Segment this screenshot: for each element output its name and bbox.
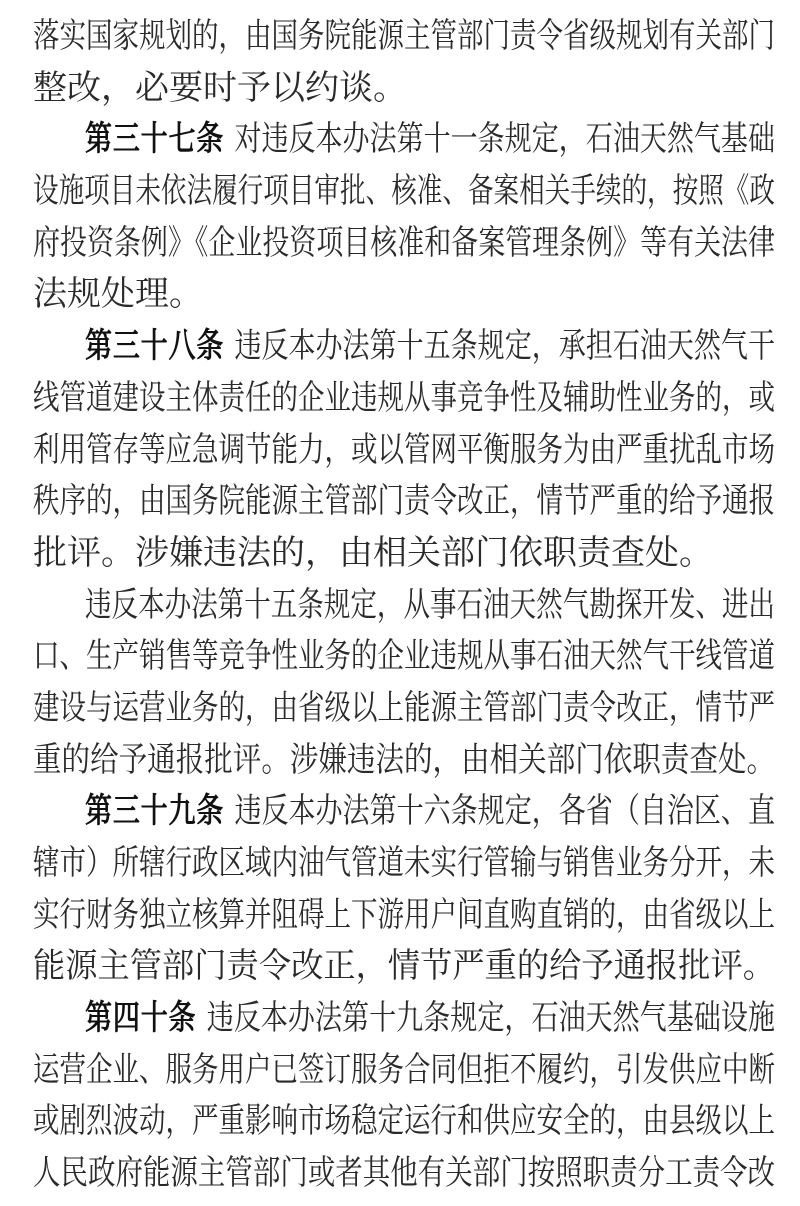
line-text: 第三十七条 对违反本办法第十一条规定，石油天然气基础 [85,120,775,159]
article-number: 第三十七条 [85,120,225,159]
article-number: 第四十条 [85,999,197,1038]
text-line-17 [33,838,775,890]
text-line-13 [33,631,775,683]
text-line-3 [33,114,775,166]
text-line-11 [33,528,775,580]
text-line-15 [33,735,775,787]
line-text: 第三十八条 违反本办法第十五条规定，承担石油天然气干 [85,327,775,366]
text-line-12 [33,580,775,632]
line-text: 建设与运营业务的，由省级以上能源主管部门责令改正，情节严 [33,689,775,727]
text-line-20 [33,993,775,1045]
line-text: 实行财务独立核算并阻碍上下游用户间直购直销的，由省级以上 [33,896,775,934]
line-text: 能源主管部门责令改正，情节严重的给予通报批评。 [33,948,775,986]
text-line-2 [33,63,775,115]
text-line-19 [33,941,775,993]
line-text: 落实国家规划的，由国务院能源主管部门责令省级规划有关部门 [33,18,775,55]
line-text: 府投资条例》《企业投资项目核准和备案管理条例》等有关法律 [33,224,776,262]
text-line-10 [33,476,775,528]
text-line-18 [33,890,775,942]
text-line-16 [33,786,775,838]
text-line-6 [33,269,775,321]
line-text: 人民政府能源主管部门或者其他有关部门按照职责分工责令改 [33,1155,776,1193]
text-line-4 [33,166,775,218]
text-line-23 [33,1148,775,1200]
line-text: 批评。涉嫌违法的，由相关部门依职责查处。 [33,534,713,572]
line-text: 违反本办法第十五条规定，从事石油天然气勘探开发、进出 [85,586,775,624]
line-text: 口、生产销售等竞争性业务的企业违规从事石油天然气干线管道 [33,638,775,676]
text-line-14 [33,683,775,735]
text-line-1 [33,11,775,63]
text-line-22 [33,1096,775,1148]
line-text: 线管道建设主体责任的企业违规从事竞争性及辅助性业务的，或 [33,379,775,417]
text-line-5 [33,218,775,270]
line-text: 利用管存等应急调节能力，或以管网平衡服务为由严重扰乱市场 [33,431,775,469]
line-text: 第三十九条 违反本办法第十六条规定，各省（自治区、直 [85,792,775,831]
line-text: 秩序的，由国务院能源主管部门责令改正，情节严重的给予通报 [33,483,775,521]
line-text: 第四十条 违反本办法第十九条规定，石油天然气基础设施 [85,999,775,1038]
line-text: 或剧烈波动，严重影响市场稳定运行和供应安全的，由县级以上 [33,1103,775,1141]
line-text: 法规处理。 [33,276,203,314]
text-line-8 [33,373,775,425]
line-text: 运营企业、服务用户已签订服务合同但拒不履约，引发供应中断 [33,1051,775,1089]
document-body [33,11,775,1200]
text-line-9 [33,425,775,477]
article-number: 第三十八条 [85,327,225,366]
line-text: 辖市）所辖行政区域内油气管道未实行管输与销售业务分开，未 [33,845,775,882]
article-number: 第三十九条 [85,792,225,831]
text-line-21 [33,1045,775,1097]
line-text: 设施项目未依法履行项目审批、核准、备案相关手续的，按照《政 [33,173,775,211]
text-line-7 [33,321,775,373]
line-text: 重的给予通报批评。涉嫌违法的，由相关部门依职责查处。 [33,741,776,779]
line-text: 整改，必要时予以约谈。 [33,69,407,107]
